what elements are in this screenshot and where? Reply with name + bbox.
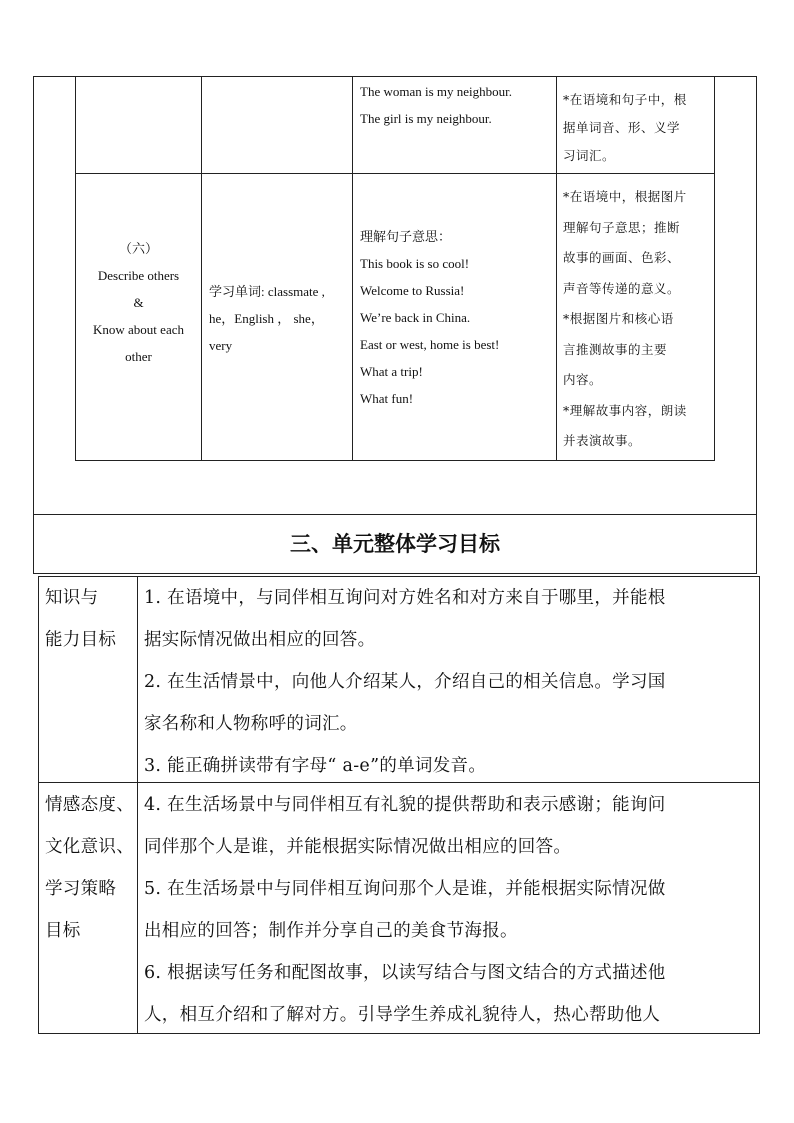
vocab-line: he，English ， she， bbox=[209, 311, 324, 326]
goal-line: *在语境中，根据图片 bbox=[563, 189, 687, 204]
row1-sentences bbox=[360, 78, 555, 132]
label-line: 能力目标 bbox=[45, 630, 117, 650]
content-line: 3. 能正确拼读带有字母“ a-e”的单词发音。 bbox=[144, 756, 487, 776]
sentence-line: This book is so cool! bbox=[360, 256, 470, 271]
content-line: 家名称和人物称呼的词汇。 bbox=[144, 714, 358, 734]
unit-line: other bbox=[125, 349, 152, 364]
goal-line: 理解句子意思；推断 bbox=[563, 219, 681, 235]
label-line: 情感态度、 bbox=[45, 795, 134, 815]
vocab-line: very bbox=[209, 338, 233, 353]
goal-content-attitude bbox=[144, 784, 760, 1036]
goal-content-knowledge bbox=[144, 577, 760, 787]
content-line: 4. 在生活场景中与同伴相互有礼貌的提供帮助和表示感谢；能询问 bbox=[144, 795, 666, 815]
row2-sentences bbox=[360, 223, 555, 412]
goal-line: 故事的画面、色彩、 bbox=[563, 250, 681, 265]
row1-goals bbox=[563, 86, 713, 170]
goal-line: 言推测故事的主要 bbox=[563, 341, 668, 357]
goal-line: 声音等传递的意义。 bbox=[563, 280, 681, 296]
sentence-line: The woman is my neighbour. bbox=[360, 84, 513, 99]
row2-goals bbox=[563, 182, 713, 457]
label-line: 目标 bbox=[45, 921, 81, 941]
vocab-line: 学习单词: classmate , bbox=[209, 284, 325, 299]
content-line: 5. 在生活场景中与同伴相互询问那个人是谁，并能根据实际情况做 bbox=[144, 879, 666, 899]
sentence-line: East or west, home is best! bbox=[360, 337, 500, 352]
sentence-line: 理解句子意思： bbox=[360, 229, 452, 244]
goal-line: 并表演故事。 bbox=[563, 433, 642, 448]
content-line: 6. 根据读写任务和配图故事，以读写结合与图文结合的方式描述他 bbox=[144, 963, 666, 983]
row2-unit-title bbox=[76, 235, 201, 370]
sentence-line: Welcome to Russia! bbox=[360, 283, 465, 298]
sentence-line: What a trip! bbox=[360, 364, 423, 379]
label-line: 文化意识、 bbox=[45, 837, 134, 857]
unit-line: （六） bbox=[118, 241, 158, 256]
goal-line: *在语境和句子中，根 bbox=[563, 92, 687, 107]
content-line: 据实际情况做出相应的回答。 bbox=[144, 630, 376, 650]
goal-line: *根据图片和核心语 bbox=[563, 311, 674, 326]
sentence-line: We’re back in China. bbox=[360, 310, 471, 325]
label-line: 学习策略 bbox=[45, 879, 117, 899]
goal-line: 内容。 bbox=[563, 372, 603, 387]
row2-vocabulary bbox=[209, 278, 354, 359]
content-line: 2. 在生活情景中，向他人介绍某人，介绍自己的相关信息。学习国 bbox=[144, 672, 666, 692]
unit-line: & bbox=[133, 295, 144, 310]
unit-line: Know about each bbox=[93, 322, 184, 337]
content-line: 人，相互介绍和了解对方。引导学生养成礼貌待人，热心帮助他人 bbox=[144, 1005, 661, 1025]
goal-line: 据单词音、形、义学 bbox=[563, 120, 681, 135]
content-line: 出相应的回答；制作并分享自己的美食节海报。 bbox=[144, 921, 518, 941]
sentence-line: What fun! bbox=[360, 391, 414, 406]
unit-line: Describe others bbox=[97, 268, 180, 283]
goal-label-attitude bbox=[45, 784, 145, 952]
goal-line: *理解故事内容，朗读 bbox=[563, 402, 687, 418]
section-title: 三、单元整体学习目标 bbox=[290, 532, 500, 556]
sentence-line: The girl is my neighbour. bbox=[360, 111, 492, 126]
goal-label-knowledge bbox=[45, 577, 137, 661]
label-line: 知识与 bbox=[45, 588, 99, 608]
goal-line: 习词汇。 bbox=[563, 148, 616, 163]
content-line: 同伴那个人是谁，并能根据实际情况做出相应的回答。 bbox=[144, 837, 572, 857]
content-line: 1. 在语境中，与同伴相互询问对方姓名和对方来自于哪里，并能根 bbox=[144, 588, 666, 608]
